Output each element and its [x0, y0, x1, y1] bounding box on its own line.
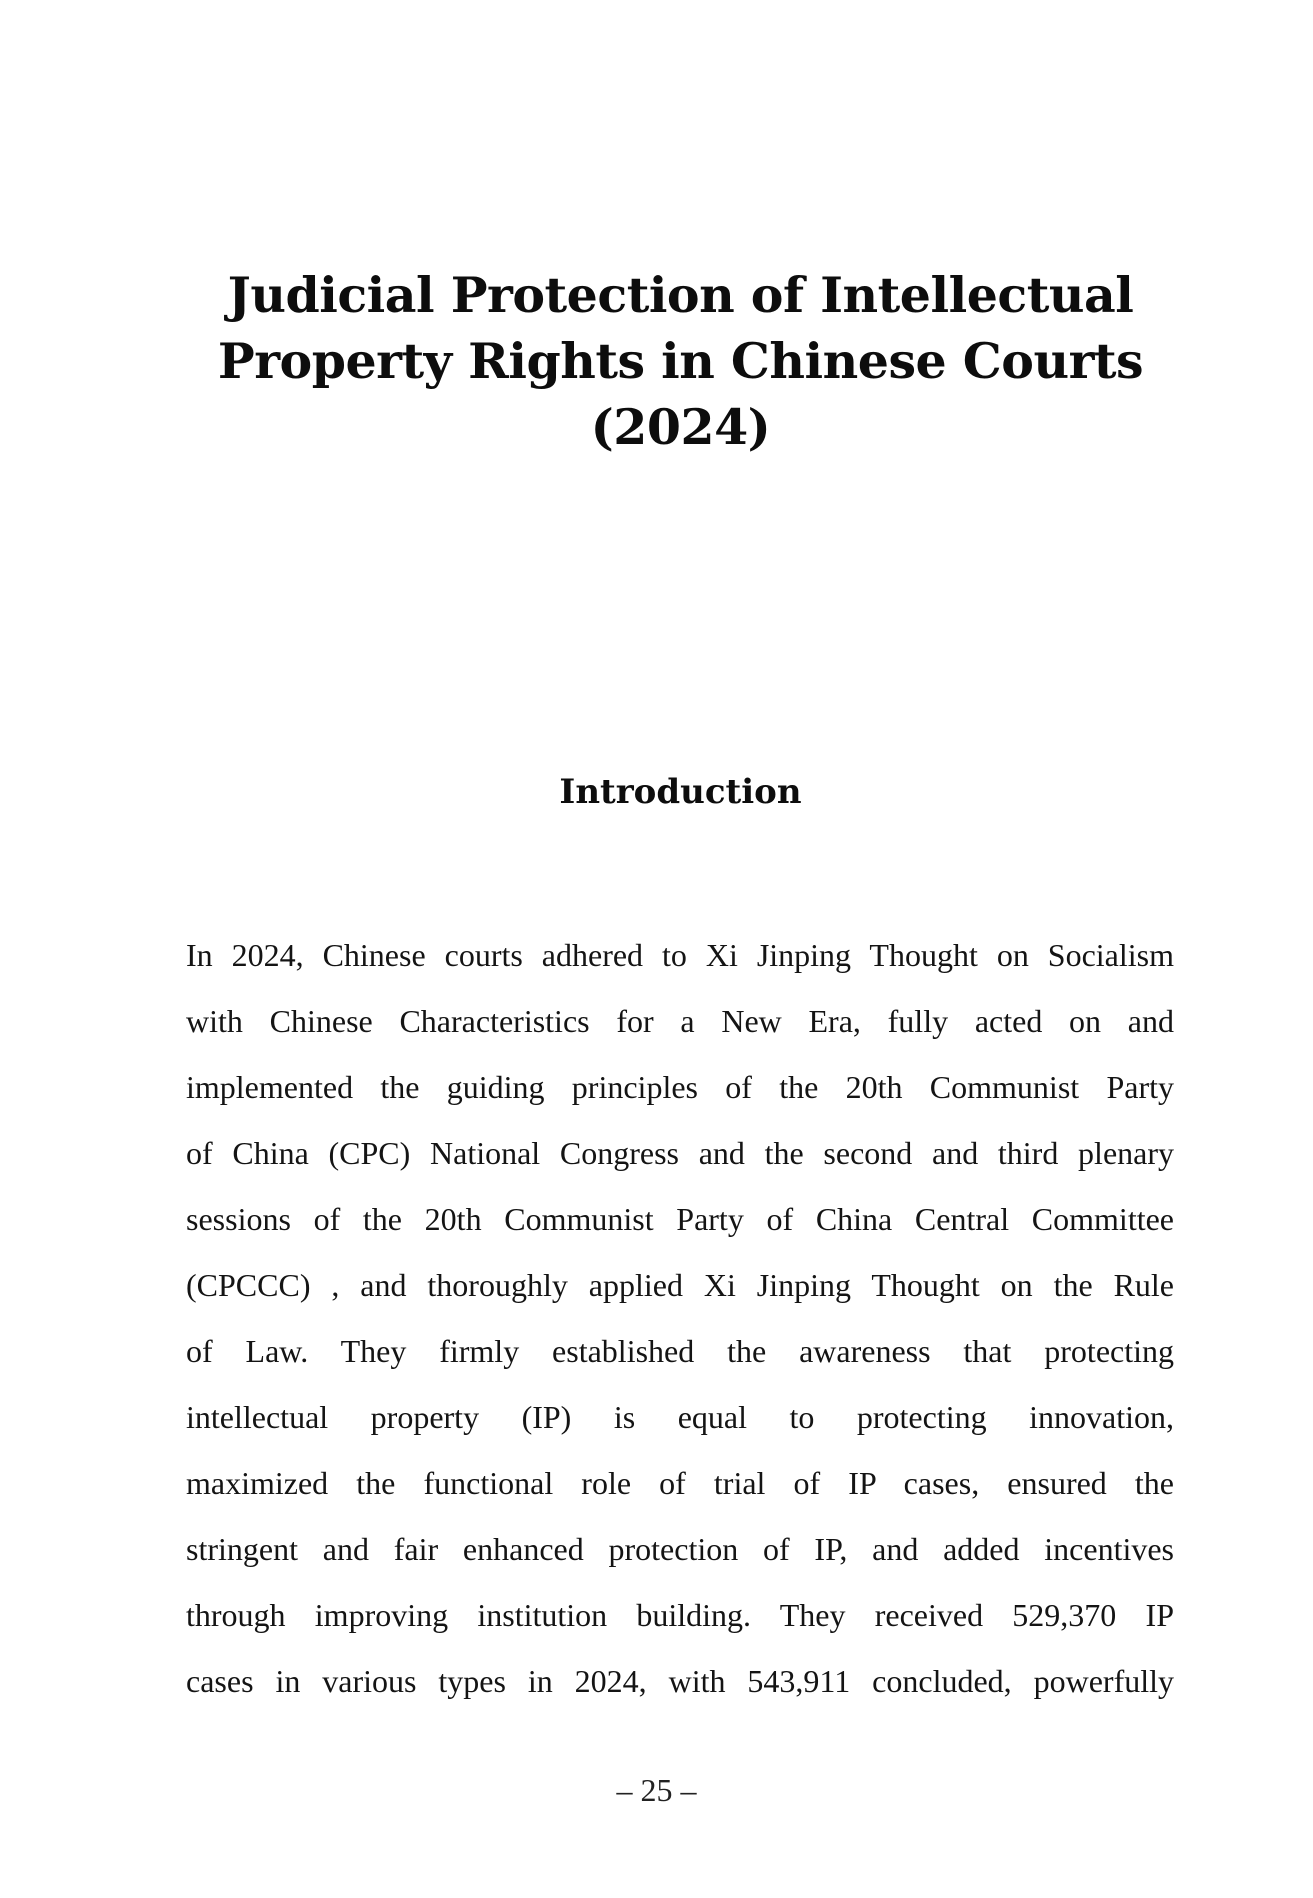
introduction-paragraph — [186, 922, 1174, 1714]
title-line: Judicial Protection of Intellectual — [227, 266, 1134, 324]
paragraph-line: of China (CPC) National Congress and the second and third plenary — [186, 1135, 1174, 1171]
section-heading: Introduction — [559, 772, 802, 812]
paragraph-line: implemented the guiding principles of the 20th Communist Party — [186, 1069, 1174, 1105]
paragraph-line: cases in various types in 2024, with 543,911 concluded, powerfully — [186, 1663, 1174, 1699]
title-line: Property Rights in Chinese Courts — [217, 332, 1144, 390]
paragraph-line: sessions of the 20th Communist Party of China Central Committee — [186, 1201, 1174, 1237]
paragraph-line: through improving institution building. They received 529,370 IP — [186, 1597, 1174, 1633]
paragraph-line: (CPCCC) , and thoroughly applied Xi Jinping Thought on the Rule — [186, 1267, 1174, 1303]
title-line: (2024) — [590, 398, 771, 456]
paragraph-line: stringent and fair enhanced protection of IP, and added incentives — [186, 1531, 1174, 1567]
paragraph-line: In 2024, Chinese courts adhered to Xi Jinping Thought on Socialism — [186, 937, 1174, 973]
paragraph-line: intellectual property (IP) is equal to protecting innovation, — [186, 1399, 1174, 1435]
document-title — [150, 262, 1211, 460]
page-number: – 25 – — [616, 1772, 697, 1808]
paragraph-line: maximized the functional role of trial of IP cases, ensured the — [186, 1465, 1174, 1501]
paragraph-line: of Law. They firmly established the awareness that protecting — [186, 1333, 1174, 1369]
paragraph-line: with Chinese Characteristics for a New Era, fully acted on and — [186, 1003, 1174, 1039]
